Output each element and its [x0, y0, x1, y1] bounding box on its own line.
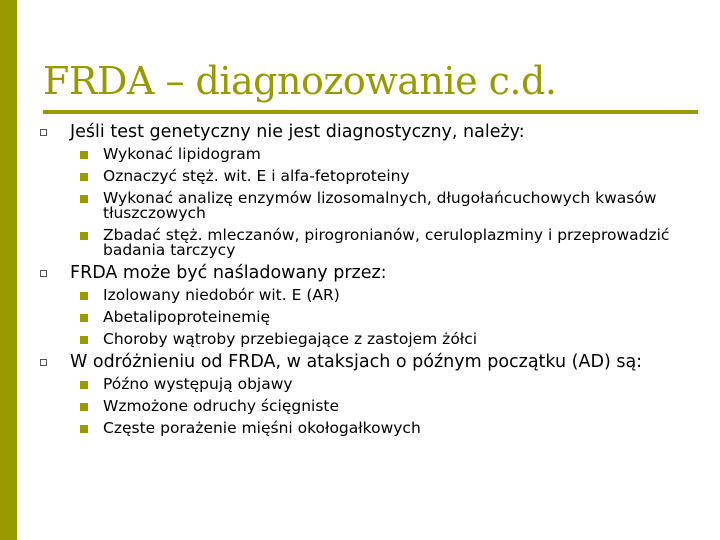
sub-bullet-text: Abetalipoproteinemię [103, 308, 271, 326]
sub-list-late-onset-ataxia [40, 377, 700, 436]
sub-bullet-text: Wzmożone odruchy ścięgniste [103, 397, 340, 415]
sub-bullet-item [40, 169, 700, 184]
sub-list-mimics [40, 288, 700, 347]
sub-bullet-text: Wykonać lipidogram [103, 145, 261, 163]
sub-bullet-text: Oznaczyć stęż. wit. E i alfa-fetoproteiny [103, 167, 410, 185]
filled-square-bullet-icon [80, 403, 88, 411]
bullet-late-onset-ataxia [40, 353, 700, 372]
filled-square-bullet-icon [80, 173, 88, 181]
filled-square-bullet-icon [80, 151, 88, 159]
filled-square-bullet-icon [80, 292, 88, 300]
sub-bullet-item [40, 310, 700, 325]
title-underline [43, 110, 698, 114]
filled-square-bullet-icon [80, 195, 88, 203]
sub-bullet-text: Wykonać analizę enzymów lizosomalnych, długołańcuchowych kwasów tłuszczowych [103, 189, 657, 222]
slide-title: FRDA – diagnozowanie c.d. [43, 59, 557, 103]
bullet-genetic-test [40, 123, 700, 142]
filled-square-bullet-icon [80, 336, 88, 344]
sub-bullet-item [40, 191, 700, 221]
sub-bullet-item [40, 228, 700, 258]
hollow-square-bullet-icon [40, 359, 47, 366]
sub-bullet-text: Zbadać stęż. mleczanów, pirogronianów, ceruloplazminy i przeprowadzić badania tarczycy [103, 226, 670, 259]
sub-bullet-text: Choroby wątroby przebiegające z zastojem żółci [103, 330, 478, 348]
bullet-text: W odróżnieniu od FRDA, w ataksjach o późnym początku (AD) są: [70, 352, 643, 372]
hollow-square-bullet-icon [40, 270, 47, 277]
slide-content [40, 123, 700, 436]
sub-bullet-text: Częste porażenie mięśni okołogałkowych [103, 419, 421, 437]
sub-bullet-item [40, 288, 700, 303]
sub-bullet-text: Izolowany niedobór wit. E (AR) [103, 286, 340, 304]
filled-square-bullet-icon [80, 381, 88, 389]
sub-bullet-item [40, 399, 700, 414]
sub-bullet-item [40, 421, 700, 436]
filled-square-bullet-icon [80, 232, 88, 240]
sub-bullet-item [40, 377, 700, 392]
bullet-text: FRDA może być naśladowany przez: [70, 263, 387, 283]
filled-square-bullet-icon [80, 425, 88, 433]
filled-square-bullet-icon [80, 314, 88, 322]
hollow-square-bullet-icon [40, 129, 47, 136]
sub-list-genetic-test [40, 147, 700, 258]
bullet-text: Jeśli test genetyczny nie jest diagnostyczny, należy: [70, 122, 525, 142]
bullet-mimics [40, 264, 700, 283]
sub-bullet-item [40, 332, 700, 347]
sub-bullet-text: Późno występują objawy [103, 375, 293, 393]
left-accent-bar [0, 0, 17, 540]
sub-bullet-item [40, 147, 700, 162]
